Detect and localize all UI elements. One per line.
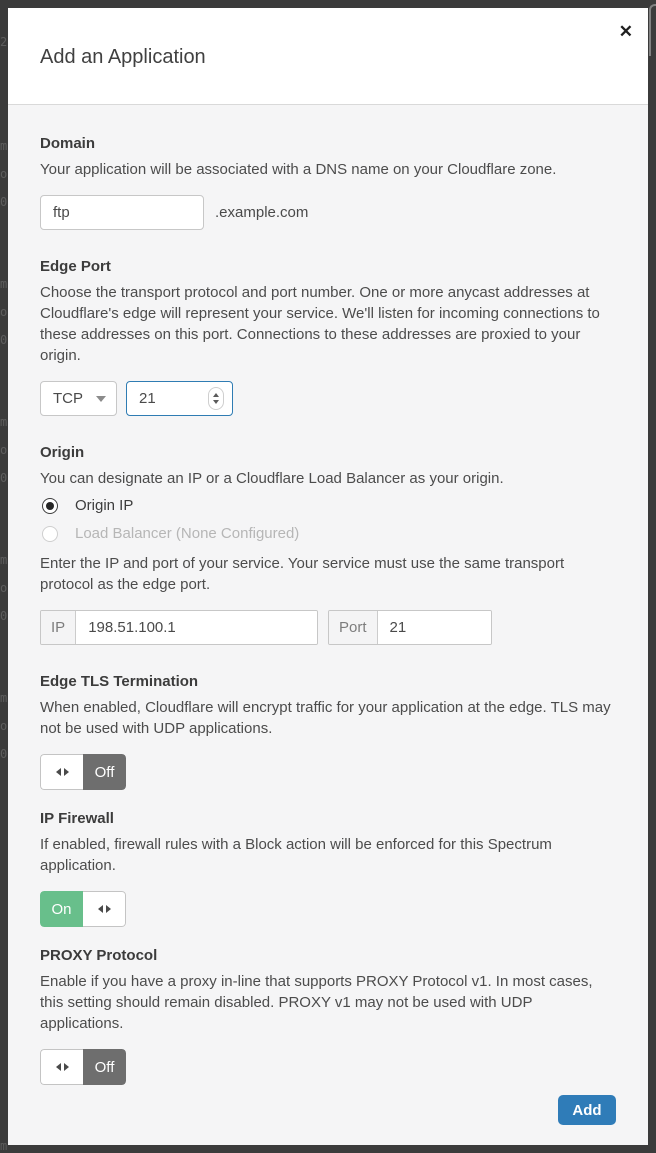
- chevron-down-icon: [96, 396, 106, 402]
- overlay-text-fragment: 0: [0, 195, 8, 209]
- ip-prefix-label: IP: [41, 611, 76, 644]
- overlay-text-fragment: o: [0, 719, 8, 733]
- protocol-select[interactable]: [40, 381, 117, 416]
- radio-origin-ip-label: Origin IP: [75, 497, 134, 514]
- stepper-up-icon[interactable]: [213, 393, 219, 397]
- proxy-protocol-description: Enable if you have a proxy in-line that supports PROXY Protocol v1. In most cases, this setting should remain disabled. PROXY v1 may not be used with UDP applications.: [40, 973, 593, 1032]
- origin-ip-input[interactable]: [76, 611, 317, 644]
- edge-tls-description: When enabled, Cloudflare will encrypt traffic for your application at the edge. TLS may not be used with UDP applications.: [40, 699, 611, 737]
- proxy-protocol-heading: PROXY Protocol: [40, 947, 158, 964]
- overlay-text-fragment: 0: [0, 471, 8, 485]
- domain-input[interactable]: [40, 195, 204, 230]
- edge-port-row: [40, 381, 616, 416]
- domain-description: Your application will be associated with a DNS name on your Cloudflare zone.: [40, 161, 557, 178]
- port-prefix-label: Port: [329, 611, 378, 644]
- toggle-arrows-icon[interactable]: [83, 891, 126, 927]
- origin-description: You can designate an IP or a Cloudflare Load Balancer as your origin.: [40, 470, 504, 487]
- proxy-protocol-toggle-state: Off: [83, 1049, 126, 1085]
- ip-firewall-toggle[interactable]: [40, 891, 126, 927]
- overlay-right-fragment: [649, 4, 656, 56]
- radio-disabled-icon: [42, 526, 58, 542]
- add-application-modal: [8, 8, 648, 1145]
- domain-suffix: .example.com: [215, 204, 309, 221]
- overlay-text-fragment: m: [0, 415, 8, 429]
- origin-heading: Origin: [40, 444, 85, 461]
- ip-firewall-heading: IP Firewall: [40, 810, 114, 827]
- modal-title: Add an Application: [40, 46, 206, 68]
- close-icon[interactable]: ✕: [618, 22, 633, 41]
- edge-port-input[interactable]: [129, 390, 189, 407]
- proxy-protocol-toggle[interactable]: [40, 1049, 126, 1085]
- section-ip-firewall: [40, 810, 616, 927]
- edge-port-number-field: [126, 381, 233, 416]
- toggle-arrows-icon[interactable]: [40, 754, 83, 790]
- origin-radio-group: [42, 497, 616, 542]
- protocol-selected-value: TCP: [53, 390, 83, 407]
- number-stepper-icon[interactable]: [208, 387, 224, 410]
- overlay-text-fragment: 0: [0, 747, 8, 761]
- edge-port-heading: Edge Port: [40, 258, 111, 275]
- origin-ip-port-row: [40, 610, 616, 645]
- overlay-text-fragment: m: [0, 1139, 8, 1153]
- domain-heading: Domain: [40, 135, 96, 152]
- overlay-text-fragment: 0: [0, 333, 8, 347]
- ip-firewall-description: If enabled, firewall rules with a Block action will be enforced for this Spectrum application.: [40, 836, 552, 874]
- overlay-text-fragment: 0: [0, 609, 8, 623]
- section-origin: [40, 444, 616, 645]
- overlay-text-fragment: m: [0, 277, 8, 291]
- radio-load-balancer: [42, 525, 616, 542]
- section-domain: [40, 135, 616, 230]
- edge-tls-heading: Edge TLS Termination: [40, 673, 199, 690]
- origin-port-field: [328, 610, 492, 645]
- overlay-text-fragment: o: [0, 581, 8, 595]
- radio-selected-icon[interactable]: [42, 498, 58, 514]
- edge-tls-toggle-state: Off: [83, 754, 126, 790]
- edge-tls-toggle[interactable]: [40, 754, 126, 790]
- add-button[interactable]: Add: [558, 1095, 616, 1125]
- section-proxy-protocol: [40, 947, 616, 1085]
- overlay-text-fragment: o: [0, 167, 8, 181]
- section-edge-port: [40, 258, 616, 416]
- domain-row: [40, 195, 616, 230]
- modal-header: [8, 8, 648, 105]
- ip-firewall-toggle-state: On: [40, 891, 83, 927]
- overlay-text-fragment: m: [0, 691, 8, 705]
- overlay-text-fragment: o: [0, 443, 8, 457]
- overlay-left-strip: [0, 0, 8, 1153]
- radio-load-balancer-label: Load Balancer (None Configured): [75, 525, 300, 542]
- stepper-down-icon[interactable]: [213, 400, 219, 404]
- radio-origin-ip[interactable]: [42, 497, 616, 514]
- overlay-text-fragment: m: [0, 139, 8, 153]
- section-edge-tls: [40, 673, 616, 790]
- overlay-text-fragment: m: [0, 553, 8, 567]
- overlay-text-fragment: o: [0, 305, 8, 319]
- toggle-arrows-icon[interactable]: [40, 1049, 83, 1085]
- modal-footer: [40, 1095, 616, 1125]
- overlay-text-fragment: 2: [0, 35, 8, 49]
- modal-body: [8, 105, 648, 1125]
- origin-port-input[interactable]: [378, 611, 491, 644]
- origin-ip-instructions: Enter the IP and port of your service. Your service must use the same transport protocol as the edge port.: [40, 555, 565, 593]
- edge-port-description: Choose the transport protocol and port number. One or more anycast addresses at Cloudflare's edge will represent your service. We'll listen for incoming connections to these addresses on this port. Connections to these addresses are proxied to your origin.: [40, 284, 600, 364]
- origin-ip-field: [40, 610, 318, 645]
